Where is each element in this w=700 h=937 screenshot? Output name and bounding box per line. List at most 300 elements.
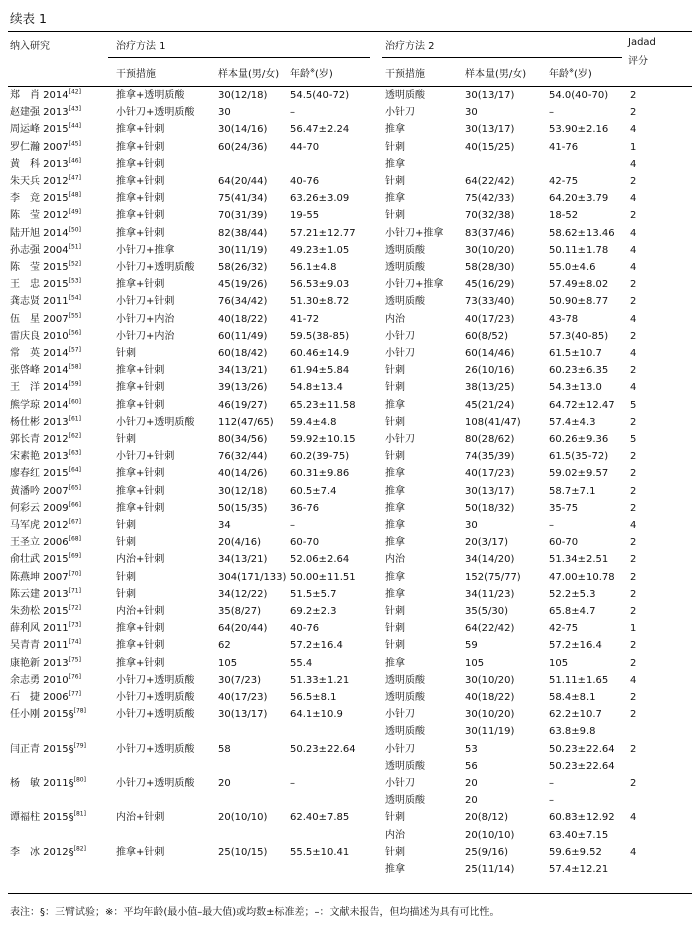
reference-mark: [42] <box>68 88 81 96</box>
cell-jadad: 2 <box>630 502 637 514</box>
cell-jadad: 4 <box>630 812 637 824</box>
cell-n2: 73(33/40) <box>465 296 515 308</box>
reference-mark: [65] <box>68 484 81 492</box>
cell-n1: 50(15/35) <box>218 502 268 514</box>
cell-n2: 20(8/12) <box>465 812 508 824</box>
cell-int2: 内治 <box>385 554 405 566</box>
reference-mark: [60] <box>68 398 81 406</box>
cell-study: 龚志贤 2011[54] <box>10 295 81 308</box>
cell-study: 雷庆良 2010[56] <box>10 329 81 342</box>
reference-mark: [81] <box>73 811 86 819</box>
cell-int2: 透明质酸 <box>385 726 425 738</box>
cell-jadad: 4 <box>630 313 637 325</box>
cell-study: 宋素艳 2013[63] <box>10 449 81 463</box>
cell-age2: 61.5(35-72) <box>549 451 609 463</box>
cell-int1: 小针刀+透明质酸 <box>116 692 195 703</box>
cell-n1: 30(12/18) <box>218 90 268 101</box>
cell-int1: 内治+针刺 <box>116 606 165 617</box>
cell-age1: 55.5±10.41 <box>290 846 350 858</box>
cell-jadad: 4 <box>630 124 637 136</box>
cell-age2: 62.2±10.7 <box>549 709 602 721</box>
cell-int1: 小针刀+针刺 <box>116 296 175 308</box>
cell-age2: 57.49±8.02 <box>549 279 609 291</box>
cell-n1: 40(18/22) <box>218 313 268 325</box>
cell-n1: 112(47/65) <box>218 416 274 428</box>
cell-n1: 30 <box>218 107 231 119</box>
cell-age1: 40-76 <box>290 623 320 635</box>
cell-age1: 44-70 <box>290 141 320 153</box>
reference-mark: [79] <box>73 742 86 750</box>
cell-jadad: 2 <box>630 709 637 721</box>
cell-n2: 25(9/16) <box>465 846 508 858</box>
cell-jadad: 4 <box>630 158 637 170</box>
cell-age2: 58.62±13.46 <box>549 227 615 239</box>
cell-n2: 152(75/77) <box>465 571 521 583</box>
cell-age2: 61.5±10.7 <box>549 348 602 359</box>
cell-int2: 推拿 <box>385 399 405 411</box>
cell-n2: 30(10/20) <box>465 709 515 721</box>
cell-study: 俞壮武 2015[69] <box>10 553 81 566</box>
cell-jadad: 4 <box>630 262 637 273</box>
cell-study: 石 捷 2006[77] <box>10 690 81 703</box>
cell-age1: 55.4 <box>290 657 313 669</box>
cell-int1: 推拿+针刺 <box>116 210 165 222</box>
cell-n2: 30 <box>465 520 478 531</box>
cell-n1: 58(26/32) <box>218 262 268 273</box>
cell-n2: 45(16/29) <box>465 279 515 291</box>
reference-mark: [80] <box>73 776 86 784</box>
cell-study: 罗仁瀚 2007[45] <box>10 140 81 153</box>
cell-jadad: 4 <box>630 193 637 205</box>
header-sample-2: 样本量(男/女) <box>465 69 527 80</box>
cell-jadad: 2 <box>630 90 637 101</box>
cell-int2: 透明质酸 <box>385 674 425 686</box>
cell-int2: 内治 <box>385 313 405 325</box>
cell-age1: 49.23±1.05 <box>290 244 350 256</box>
cell-study: 朱天兵 2012[47] <box>10 174 81 187</box>
cell-age2: – <box>549 778 554 789</box>
cell-int2: 针刺 <box>385 451 405 463</box>
cell-age2: 41-76 <box>549 141 579 153</box>
cell-int2: 针刺 <box>385 416 405 428</box>
cell-int2: 针刺 <box>385 382 405 394</box>
cell-int2: 透明质酸 <box>385 244 425 256</box>
cell-int1: 推拿+针刺 <box>116 485 165 497</box>
cell-n2: 60(8/52) <box>465 330 508 342</box>
cell-int1: 推拿+针刺 <box>116 365 165 377</box>
cell-age2: 54.3±13.0 <box>549 382 602 394</box>
cell-study: 何彩云 2009[66] <box>10 501 81 514</box>
cell-age1: 40-76 <box>290 176 320 187</box>
cell-n2: 74(35/39) <box>465 451 515 463</box>
cell-age2: 64.20±3.79 <box>549 193 609 205</box>
cell-study: 伍 星 2007[55] <box>10 312 81 325</box>
cell-age1: 63.26±3.09 <box>290 193 350 205</box>
cell-study: 郭长青 2012[62] <box>10 432 81 445</box>
cell-n2: 40(17/23) <box>465 313 515 325</box>
cell-jadad: 5 <box>630 434 637 445</box>
cell-study: 闫正青 2015§[79] <box>10 742 86 755</box>
cell-int1: 针刺 <box>116 434 136 445</box>
cell-int2: 小针刀 <box>385 330 415 342</box>
cell-age1: 60.31±9.86 <box>290 468 350 480</box>
reference-mark: [43] <box>68 105 81 113</box>
reference-mark: [75] <box>68 656 81 664</box>
cell-jadad: 1 <box>630 623 637 635</box>
cell-age2: 52.2±5.3 <box>549 588 596 600</box>
cell-study: 常 英 2014[57] <box>10 346 81 359</box>
cell-int2: 推拿 <box>385 124 405 136</box>
cell-age2: 59.6±9.52 <box>549 846 602 858</box>
cell-n1: 40(14/26) <box>218 468 268 480</box>
cell-age1: 59.5(38-85) <box>290 330 350 342</box>
cell-int2: 推拿 <box>385 864 405 875</box>
cell-int2: 推拿 <box>385 537 405 549</box>
cell-age2: 35-75 <box>549 502 579 514</box>
cell-int1: 推拿+针刺 <box>116 176 165 187</box>
cell-study: 陈 莹 2015[52] <box>10 260 81 273</box>
cell-int2: 针刺 <box>385 210 405 222</box>
cell-age2: 50.11±1.78 <box>549 244 609 256</box>
cell-age1: 60.46±14.9 <box>290 348 350 359</box>
cell-n1: 304(171/133) <box>218 571 287 583</box>
cell-n1: 45(19/26) <box>218 279 268 291</box>
cell-age2: 64.72±12.47 <box>549 399 615 411</box>
reference-mark: [50] <box>68 226 81 234</box>
cell-age1: 54.5(40-72) <box>290 90 350 101</box>
cell-int1: 推拿+针刺 <box>116 623 165 635</box>
cell-age1: 61.94±5.84 <box>290 365 350 377</box>
cell-age2: 105 <box>549 657 569 669</box>
cell-age1: 65.23±11.58 <box>290 399 356 411</box>
cell-jadad: 4 <box>630 227 637 239</box>
cell-n2: 75(42/33) <box>465 193 515 205</box>
cell-n2: 26(10/16) <box>465 365 515 377</box>
cell-age2: 60-70 <box>549 537 579 549</box>
cell-n1: 64(20/44) <box>218 623 268 635</box>
cell-age2: 53.90±2.16 <box>549 124 609 136</box>
cell-study: 周运峰 2015[44] <box>10 123 81 136</box>
cell-int1: 推拿+针刺 <box>116 158 165 170</box>
cell-n2: 80(28/62) <box>465 434 515 445</box>
cell-int1: 小针刀+针刺 <box>116 451 175 463</box>
cell-jadad: 2 <box>630 365 637 377</box>
cell-jadad: 2 <box>630 571 637 583</box>
cell-age2: 50.23±22.64 <box>549 760 615 772</box>
cell-age2: 57.4±12.21 <box>549 864 609 875</box>
cell-int1: 小针刀+透明质酸 <box>116 674 195 686</box>
reference-mark: [61] <box>68 415 81 423</box>
cell-n2: 45(21/24) <box>465 399 515 411</box>
reference-mark: [52] <box>68 260 81 268</box>
cell-n2: 34(14/20) <box>465 554 515 566</box>
reference-mark: [66] <box>68 501 81 509</box>
header-study: 纳入研究 <box>10 41 50 52</box>
cell-jadad: 2 <box>630 485 637 497</box>
cell-int1: 小针刀+透明质酸 <box>116 416 195 428</box>
cell-n1: 60(18/42) <box>218 348 268 359</box>
cell-study: 李 冰 2012§[82] <box>10 845 86 858</box>
cell-int2: 推拿 <box>385 468 405 480</box>
cell-jadad: 5 <box>630 399 637 411</box>
cell-int2: 内治 <box>385 829 405 841</box>
cell-int1: 小针刀+内治 <box>116 330 175 342</box>
cell-jadad: 4 <box>630 348 637 359</box>
cell-n2: 20 <box>465 778 478 789</box>
cell-study: 薛利风 2011[73] <box>10 621 81 635</box>
reference-mark: [51] <box>68 243 81 251</box>
cell-int2: 推拿 <box>385 520 405 531</box>
cell-n1: 82(38/44) <box>218 227 268 239</box>
cell-jadad: 2 <box>630 176 637 187</box>
cell-n2: 20(3/17) <box>465 537 508 549</box>
cell-study: 黄 科 2013[46] <box>10 157 81 170</box>
cell-jadad: 2 <box>630 107 637 119</box>
cell-n1: 62 <box>218 640 231 652</box>
header-jadad: Jadad <box>628 37 656 48</box>
cell-age2: 42-75 <box>549 176 579 187</box>
cell-age1: 50.00±11.51 <box>290 571 356 583</box>
cell-int1: 针刺 <box>116 537 136 549</box>
cell-n1: 60(24/36) <box>218 141 268 153</box>
reference-mark: [48] <box>68 191 81 199</box>
cell-int1: 小针刀+透明质酸 <box>116 709 195 721</box>
cell-jadad: 2 <box>630 640 637 652</box>
cell-n1: 76(32/44) <box>218 451 268 463</box>
cell-int2: 透明质酸 <box>385 795 425 807</box>
cell-study: 杨 敏 2011§[80] <box>10 776 86 789</box>
cell-n1: 20(10/10) <box>218 812 268 824</box>
cell-age2: 47.00±10.78 <box>549 571 615 583</box>
cell-age1: – <box>290 107 295 119</box>
cell-int1: 小针刀+推拿 <box>116 244 175 256</box>
cell-age2: 42-75 <box>549 623 579 635</box>
header-group1: 治疗方法 1 <box>116 41 166 52</box>
reference-mark: [58] <box>68 363 81 371</box>
cell-study: 余志勇 2010[76] <box>10 673 81 686</box>
cell-jadad: 2 <box>630 743 637 755</box>
cell-jadad: 2 <box>630 416 637 428</box>
cell-int1: 针刺 <box>116 520 136 531</box>
cell-study: 陆开旭 2014[50] <box>10 226 81 239</box>
cell-int1: 针刺 <box>116 348 136 359</box>
cell-int2: 针刺 <box>385 365 405 377</box>
cell-age2: 57.4±4.3 <box>549 416 596 428</box>
cell-int2: 针刺 <box>385 846 405 858</box>
cell-age2: – <box>549 107 554 119</box>
cell-study: 熊学琼 2014[60] <box>10 398 81 411</box>
cell-n2: 56 <box>465 760 478 772</box>
cell-int2: 小针刀 <box>385 709 415 721</box>
cell-n1: 76(34/42) <box>218 296 268 308</box>
cell-study: 张啓峰 2014[58] <box>10 363 81 377</box>
cell-int2: 透明质酸 <box>385 90 425 101</box>
cell-n1: 58 <box>218 743 231 755</box>
cell-n2: 50(18/32) <box>465 502 515 514</box>
cell-age1: 59.92±10.15 <box>290 434 356 445</box>
cell-study: 吴青青 2011[74] <box>10 639 81 652</box>
cell-int2: 推拿 <box>385 657 405 669</box>
cell-int2: 小针刀+推拿 <box>385 227 444 239</box>
cell-n1: 25(10/15) <box>218 846 268 858</box>
cell-study: 赵建强 2013[43] <box>10 105 81 119</box>
cell-int2: 小针刀 <box>385 107 415 119</box>
cell-int1: 针刺 <box>116 571 136 583</box>
cell-n2: 105 <box>465 657 485 669</box>
cell-age2: 63.40±7.15 <box>549 829 609 841</box>
cell-jadad: 2 <box>630 588 637 600</box>
cell-int1: 针刺 <box>116 588 136 600</box>
cell-jadad: 2 <box>630 330 637 342</box>
cell-age1: 51.5±5.7 <box>290 588 337 600</box>
cell-int2: 推拿 <box>385 158 405 170</box>
reference-mark: [56] <box>68 329 81 337</box>
cell-int2: 小针刀 <box>385 743 415 755</box>
cell-int2: 推拿 <box>385 502 405 514</box>
reference-mark: [77] <box>68 690 81 698</box>
reference-mark: [62] <box>68 432 81 440</box>
reference-mark: [67] <box>68 518 81 526</box>
reference-mark: [44] <box>68 123 81 131</box>
cell-int2: 推拿 <box>385 485 405 497</box>
cell-n1: 35(8/27) <box>218 606 261 617</box>
cell-jadad: 2 <box>630 778 637 789</box>
cell-n2: 30(10/20) <box>465 244 515 256</box>
cell-age1: 36-76 <box>290 502 320 514</box>
cell-int2: 推拿 <box>385 571 405 583</box>
cell-age2: 43-78 <box>549 313 579 325</box>
cell-jadad: 2 <box>630 692 637 703</box>
cell-int1: 小针刀+内治 <box>116 313 175 325</box>
cell-n2: 34(11/23) <box>465 588 515 600</box>
cell-study: 孙志强 2004[51] <box>10 243 81 256</box>
cell-n2: 30(11/19) <box>465 726 515 738</box>
cell-age1: 54.8±13.4 <box>290 382 343 394</box>
cell-n1: 30(14/16) <box>218 124 268 136</box>
cell-age1: 51.33±1.21 <box>290 674 350 686</box>
cell-int1: 小针刀+透明质酸 <box>116 778 195 789</box>
cell-n1: 34(13/21) <box>218 554 268 566</box>
reference-mark: [54] <box>68 295 81 303</box>
cell-jadad: 2 <box>630 657 637 669</box>
reference-mark: [57] <box>68 346 81 354</box>
cell-age1: 60.5±7.4 <box>290 485 337 497</box>
reference-mark: [70] <box>68 570 81 578</box>
cell-age2: 60.83±12.92 <box>549 812 615 824</box>
cell-age2: 59.02±9.57 <box>549 468 609 480</box>
reference-mark: [78] <box>73 707 86 715</box>
cell-study: 黄潘吟 2007[65] <box>10 484 81 497</box>
cell-n1: 30(11/19) <box>218 244 268 256</box>
header-sample-1: 样本量(男/女) <box>218 69 280 80</box>
cell-n1: 30(12/18) <box>218 485 268 497</box>
cell-int2: 针刺 <box>385 141 405 153</box>
reference-mark: [45] <box>68 140 81 148</box>
cell-n2: 20(10/10) <box>465 829 515 841</box>
cell-age1: 56.1±4.8 <box>290 262 337 273</box>
cell-n2: 30(13/17) <box>465 485 515 497</box>
cell-age2: 18-52 <box>549 210 579 222</box>
reference-mark: [55] <box>68 312 81 320</box>
reference-mark: [73] <box>68 621 81 629</box>
cell-study: 陈云建 2013[71] <box>10 587 81 600</box>
cell-age1: 59.4±4.8 <box>290 416 337 428</box>
cell-age2: 57.3(40-85) <box>549 330 609 342</box>
cell-int2: 针刺 <box>385 640 405 652</box>
cell-int1: 推拿+针刺 <box>116 640 165 652</box>
cell-n2: 58(28/30) <box>465 262 515 273</box>
cell-int1: 推拿+针刺 <box>116 227 165 239</box>
cell-n2: 35(5/30) <box>465 606 508 617</box>
cell-jadad: 1 <box>630 141 637 153</box>
header-age-1: 年龄※(岁) <box>290 67 333 80</box>
cell-int1: 推拿+针刺 <box>116 399 165 411</box>
cell-age2: 50.23±22.64 <box>549 743 615 755</box>
cell-n1: 60(11/49) <box>218 330 268 342</box>
header-intervention-2: 干预措施 <box>385 69 425 80</box>
cell-jadad: 2 <box>630 606 637 617</box>
reference-mark: [76] <box>68 673 81 681</box>
cell-age2: – <box>549 795 554 807</box>
cell-n1: 30(13/17) <box>218 709 268 721</box>
reference-mark: [49] <box>68 209 81 217</box>
cell-study: 康艳新 2013[75] <box>10 656 81 669</box>
cell-age2: 60.23±6.35 <box>549 365 609 377</box>
reference-mark: [71] <box>68 587 81 595</box>
cell-n1: 34(13/21) <box>218 365 268 377</box>
cell-age1: 19-55 <box>290 210 320 222</box>
cell-age2: 54.0(40-70) <box>549 90 609 101</box>
cell-age2: 60.26±9.36 <box>549 434 609 445</box>
cell-age1: 64.1±10.9 <box>290 709 343 721</box>
cell-study: 王 洋 2014[59] <box>10 381 81 394</box>
cell-age2: 58.4±8.1 <box>549 692 596 703</box>
reference-mark: [46] <box>68 157 81 165</box>
cell-n1: 20(4/16) <box>218 537 261 549</box>
cell-age2: 63.8±9.8 <box>549 726 596 738</box>
table-note: 表注：§：三臂试验；※：平均年龄(最小值–最大值)或均数±标准差；–：文献未报告，但均描述为具有可比性。 <box>10 907 500 918</box>
cell-jadad: 2 <box>630 296 637 308</box>
cell-n1: 80(34/56) <box>218 434 268 445</box>
cell-n2: 59 <box>465 640 478 652</box>
cell-int2: 小针刀 <box>385 348 415 359</box>
cell-age1: 57.21±12.77 <box>290 227 356 239</box>
cell-jadad: 2 <box>630 468 637 480</box>
cell-n2: 53 <box>465 743 478 755</box>
cell-n2: 30(13/17) <box>465 90 515 101</box>
cell-age1: 56.5±8.1 <box>290 692 337 703</box>
cell-age2: 51.11±1.65 <box>549 674 609 686</box>
cell-jadad: 2 <box>630 554 637 566</box>
cell-study: 李 竞 2015[48] <box>10 191 81 205</box>
cell-n1: 34 <box>218 520 231 531</box>
cell-age1: 52.06±2.64 <box>290 554 350 566</box>
cell-int2: 推拿 <box>385 193 405 205</box>
header-jadad-score: 评分 <box>628 56 648 67</box>
cell-age1: 62.40±7.85 <box>290 812 350 824</box>
cell-study: 王 忠 2015[53] <box>10 277 81 291</box>
cell-n2: 38(13/25) <box>465 382 515 394</box>
cell-age2: 50.90±8.77 <box>549 296 609 308</box>
cell-n2: 20 <box>465 795 478 807</box>
cell-int1: 推拿+针刺 <box>116 193 165 205</box>
cell-int2: 针刺 <box>385 176 405 187</box>
cell-int1: 推拿+针刺 <box>116 382 165 394</box>
cell-n1: 40(17/23) <box>218 692 268 703</box>
reference-mark: [63] <box>68 449 81 457</box>
cell-age1: – <box>290 778 295 789</box>
cell-n2: 30(10/20) <box>465 674 515 686</box>
